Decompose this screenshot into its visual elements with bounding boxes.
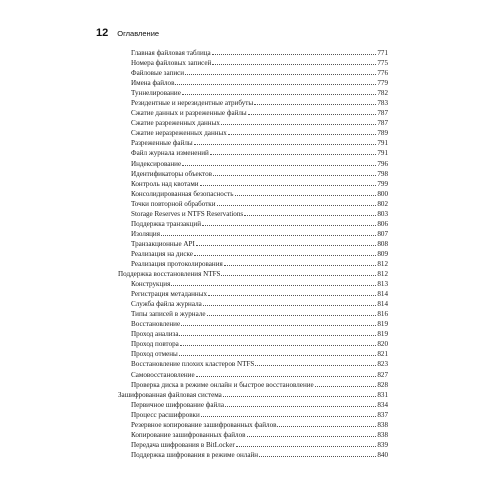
- toc-entry-label: Проход отмены: [131, 350, 178, 359]
- toc-entry-page: 827: [377, 370, 388, 379]
- toc-entry-page: 808: [377, 239, 388, 248]
- toc-entry-label: Транзакционные API: [131, 239, 195, 248]
- toc-entry-page: 838: [377, 420, 388, 429]
- toc-entry-page: 812: [377, 270, 388, 279]
- toc-subsection-entry: [118, 450, 388, 460]
- dot-leader: [224, 259, 377, 266]
- toc-subsection-entry: [118, 339, 388, 349]
- toc-entry-label: Типы записей в журнале: [131, 310, 206, 319]
- dot-leader: [161, 229, 376, 236]
- dot-leader: [181, 319, 376, 326]
- toc-entry-page: 816: [377, 310, 388, 319]
- toc-subsection-entry: [118, 48, 388, 58]
- toc-entry-page: 834: [377, 400, 388, 409]
- toc-entry-page: 798: [377, 169, 388, 178]
- toc-subsection-entry: [118, 88, 388, 98]
- toc-entry-label: Storage Reserves и NTFS Reservations: [131, 209, 244, 218]
- toc-subsection-entry: [118, 108, 388, 118]
- toc-subsection-entry: [118, 199, 388, 209]
- dot-leader: [248, 108, 377, 115]
- toc-entry-page: 803: [377, 209, 388, 218]
- toc-subsection-entry: [118, 309, 388, 319]
- toc-entry-label: Передача шифрования в BitLocker: [131, 440, 235, 449]
- toc-entry-label: Сжатие неразреженных данных: [131, 129, 227, 138]
- toc-subsection-entry: [118, 289, 388, 299]
- toc-entry-label: Номера файловых записей: [131, 59, 212, 68]
- toc-entry-page: 791: [377, 149, 388, 158]
- toc-entry-page: 812: [377, 259, 388, 268]
- dot-leader: [200, 179, 377, 186]
- dot-leader: [182, 88, 377, 95]
- toc-entry-page: 799: [377, 179, 388, 188]
- dot-leader: [203, 299, 377, 306]
- toc-entry-label: Имена файлов: [131, 79, 175, 88]
- section-title: Оглавление: [117, 29, 160, 38]
- toc-entry-label: Копирование зашифрованных файлов: [131, 430, 246, 439]
- dot-leader: [235, 189, 377, 196]
- toc-entry-page: 821: [377, 350, 388, 359]
- toc-entry-label: Файловые записи: [131, 69, 185, 78]
- toc-subsection-entry: [118, 400, 388, 410]
- toc-entry-label: Первичное шифрование файла: [131, 400, 224, 409]
- toc-entry-label: Проход повтора: [131, 340, 179, 349]
- toc-subsection-entry: [118, 380, 388, 390]
- toc-entry-label: Реализация протоколирования: [131, 259, 223, 268]
- dot-leader: [217, 199, 377, 206]
- toc-subsection-entry: [118, 239, 388, 249]
- dot-leader: [202, 219, 376, 226]
- toc-entry-label: Зашифрованная файловая система: [118, 390, 222, 399]
- toc-subsection-entry: [118, 420, 388, 430]
- toc-entry-page: 779: [377, 79, 388, 88]
- toc-entry-page: 840: [377, 450, 388, 459]
- toc-entry-label: Восстановление плохих кластеров NTFS: [131, 360, 255, 369]
- toc-subsection-entry: [118, 128, 388, 138]
- toc-entry-page: 787: [377, 119, 388, 128]
- toc-entry-label: Разреженные файлы: [131, 139, 193, 148]
- dot-leader: [196, 370, 377, 377]
- toc-entry-page: 814: [377, 300, 388, 309]
- dot-leader: [247, 430, 377, 437]
- toc-entry-page: 800: [377, 189, 388, 198]
- toc-entry-page: 787: [377, 109, 388, 118]
- dot-leader: [259, 450, 376, 457]
- dot-leader: [277, 420, 376, 427]
- toc-entry-label: Восстановление: [131, 320, 181, 329]
- toc-subsection-entry: [118, 118, 388, 128]
- toc-entry-label: Проверка диска в режиме онлайн и быстрое восстановление: [131, 380, 314, 389]
- toc-entry-label: Поддержка шифрования в режиме онлайн: [131, 450, 259, 459]
- toc-section-entry: [118, 390, 388, 400]
- toc-entry-page: 775: [377, 59, 388, 68]
- toc-subsection-entry: [118, 209, 388, 219]
- toc-subsection-entry: [118, 78, 388, 88]
- dot-leader: [244, 209, 376, 216]
- toc-entry-page: 837: [377, 410, 388, 419]
- toc-subsection-entry: [118, 259, 388, 269]
- toc-entry-page: 828: [377, 380, 388, 389]
- dot-leader: [179, 329, 376, 336]
- dot-leader: [254, 98, 376, 105]
- toc-entry-page: 791: [377, 139, 388, 148]
- dot-leader: [221, 118, 376, 125]
- toc-subsection-entry: [118, 58, 388, 68]
- toc-entry-page: 839: [377, 440, 388, 449]
- dot-leader: [182, 159, 376, 166]
- table-of-contents: [118, 48, 388, 460]
- toc-entry-label: Поддержка восстановления NTFS: [118, 270, 221, 279]
- dot-leader: [221, 269, 376, 276]
- dot-leader: [196, 239, 377, 246]
- toc-entry-page: 771: [377, 49, 388, 57]
- toc-subsection-entry: [118, 159, 388, 169]
- dot-leader: [228, 128, 377, 135]
- toc-subsection-entry: [118, 359, 388, 369]
- toc-subsection-entry: [118, 370, 388, 380]
- toc-subsection-entry: [118, 229, 388, 239]
- dot-leader: [236, 440, 377, 447]
- dot-leader: [207, 309, 377, 316]
- toc-subsection-entry: [118, 249, 388, 259]
- dot-leader: [185, 68, 376, 75]
- toc-entry-label: Служба файла журнала: [131, 300, 202, 309]
- toc-subsection-entry: [118, 169, 388, 179]
- toc-subsection-entry: [118, 299, 388, 309]
- toc-subsection-entry: [118, 430, 388, 440]
- toc-entry-label: Регистрация метаданных: [131, 290, 208, 299]
- toc-subsection-entry: [118, 279, 388, 289]
- toc-entry-page: 813: [377, 280, 388, 289]
- toc-subsection-entry: [118, 440, 388, 450]
- dot-leader: [212, 58, 376, 65]
- page-header: [96, 27, 159, 39]
- toc-entry-page: 783: [377, 99, 388, 108]
- dot-leader: [225, 400, 376, 407]
- toc-entry-page: 796: [377, 159, 388, 168]
- toc-entry-label: Резервное копирование зашифрованных файлов: [131, 420, 277, 429]
- dot-leader: [194, 249, 376, 256]
- toc-entry-label: Файл журнала изменений: [131, 149, 209, 158]
- toc-subsection-entry: [118, 319, 388, 329]
- toc-entry-label: Проход анализа: [131, 330, 179, 339]
- toc-entry-label: Реализация на диске: [131, 249, 193, 258]
- toc-subsection-entry: [118, 189, 388, 199]
- dot-leader: [179, 349, 377, 356]
- toc-entry-label: Поддержка транзакций: [131, 219, 202, 228]
- toc-subsection-entry: [118, 138, 388, 148]
- toc-entry-page: 802: [377, 199, 388, 208]
- toc-entry-page: 838: [377, 430, 388, 439]
- toc-entry-label: Изоляция: [131, 229, 160, 238]
- toc-subsection-entry: [118, 329, 388, 339]
- toc-entry-label: Контроль над квотами: [131, 179, 199, 188]
- toc-entry-label: Консолидированная безопасность: [131, 189, 234, 198]
- toc-entry-page: 823: [377, 360, 388, 369]
- toc-subsection-entry: [118, 410, 388, 420]
- dot-leader: [315, 380, 377, 387]
- dot-leader: [194, 138, 377, 145]
- toc-subsection-entry: [118, 98, 388, 108]
- toc-entry-page: 776: [377, 69, 388, 78]
- toc-entry-label: Конструкция: [131, 280, 171, 289]
- dot-leader: [255, 359, 376, 366]
- dot-leader: [208, 289, 376, 296]
- toc-entry-label: Сжатие разреженных данных: [131, 119, 220, 128]
- toc-entry-label: Процесс расшифровки: [131, 410, 200, 419]
- dot-leader: [212, 48, 377, 55]
- toc-entry-label: Резидентные и нерезидентные атрибуты: [131, 99, 254, 108]
- toc-entry-page: 809: [377, 249, 388, 258]
- dot-leader: [175, 78, 376, 85]
- toc-entry-page: 820: [377, 340, 388, 349]
- toc-entry-label: Индексирование: [131, 159, 182, 168]
- dot-leader: [210, 148, 377, 155]
- toc-section-entry: [118, 269, 388, 279]
- toc-entry-label: Идентификаторы объектов: [131, 169, 212, 178]
- toc-entry-page: 831: [377, 390, 388, 399]
- page-number: 12: [96, 27, 109, 39]
- toc-subsection-entry: [118, 349, 388, 359]
- toc-subsection-entry: [118, 148, 388, 158]
- toc-entry-label: Главная файловая таблица: [131, 49, 211, 57]
- dot-leader: [171, 279, 376, 286]
- toc-entry-page: 814: [377, 290, 388, 299]
- toc-entry-page: 782: [377, 89, 388, 98]
- toc-entry-label: Самовосстановление: [131, 370, 195, 379]
- toc-entry-label: Точки повторной обработки: [131, 199, 216, 208]
- toc-subsection-entry: [118, 179, 388, 189]
- toc-subsection-entry: [118, 219, 388, 229]
- toc-entry-page: 819: [377, 330, 388, 339]
- toc-subsection-entry: [118, 68, 388, 78]
- toc-entry-label: Сжатие данных и разреженные файлы: [131, 109, 247, 118]
- dot-leader: [201, 410, 377, 417]
- toc-entry-page: 807: [377, 229, 388, 238]
- toc-entry-page: 789: [377, 129, 388, 138]
- dot-leader: [213, 169, 376, 176]
- dot-leader: [180, 339, 377, 346]
- toc-entry-page: 819: [377, 320, 388, 329]
- dot-leader: [223, 390, 377, 397]
- toc-entry-page: 806: [377, 219, 388, 228]
- toc-entry-label: Туннелирование: [131, 89, 181, 98]
